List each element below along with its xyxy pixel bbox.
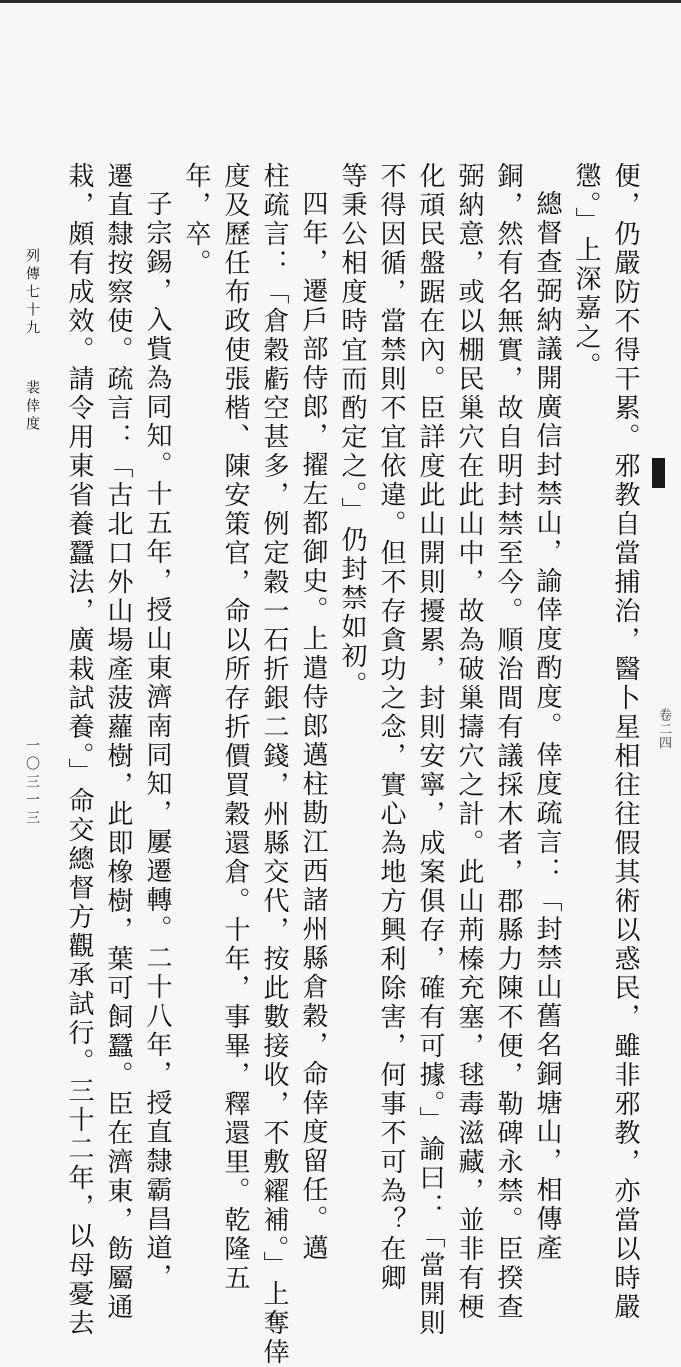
text-column-9: 四年，遷戶部侍郎，擢左都御史。上遣侍郎邁柱勘江西諸州縣倉穀，命倖度留任。邁: [298, 190, 328, 1263]
text-column-5: 弼納意，或以棚民巢穴在此山中，故為破巢擣穴之計。此山荊榛充塞，毬毒滋藏，並非有梗: [454, 162, 484, 1322]
footer-name: 裴倖度: [24, 380, 40, 434]
text-column-13: 子宗錫，入貲為同知。十五年，授山東濟南同知，屢遷轉。二十八年，授直隸霸昌道，: [142, 190, 172, 1292]
text-column-11: 度及歷任布政使張楷、陳安策官，命以所存折價買穀還倉。十年，事畢，釋還里。乾隆五: [220, 162, 250, 1293]
footer-section-title: 列傳七十九: [24, 248, 40, 338]
text-column-2: 懲。」上深嘉之。: [571, 162, 601, 381]
text-column-10: 柱疏言：「倉穀虧空甚多，例定穀一石折銀二錢，州縣交代，按此數接收，不敷糴補。」上奪倖: [259, 162, 289, 1367]
text-column-4: 銅，然有名無實，故自明封禁至今。順治間有議採木者，郡縣力陳不便，勒碑永禁。臣揆查: [493, 162, 523, 1322]
page-number: 一〇三一三: [24, 738, 40, 828]
text-column-15: 栽，頗有成效。請令用東省養蠶法，廣栽試養。」命交總督方觀承試行。三十二年，以母憂去: [64, 162, 94, 1338]
binding-mark: [652, 458, 665, 488]
text-column-14: 遷直隸按察使。疏言：「古北口外山場產菠蘿樹，此即橡樹，葉可飼蠶。臣在濟東，飭屬通: [103, 162, 133, 1322]
text-column-6: 化頑民盤踞在內。臣詳度此山開則擾累，封則安寧，成案俱存，確有可據。」諭曰：「當開則: [415, 162, 445, 1338]
page-top-border: [0, 0, 681, 3]
text-column-1: 便，仍嚴防不得干累。邪教自當捕治，醫卜星相往往假其術以惑民，雖非邪教，亦當以時嚴: [610, 162, 640, 1322]
text-column-12: 年，卒。: [181, 162, 211, 278]
text-column-8: 等秉公相度時宜而酌定之。」仍封禁如初。: [337, 162, 367, 700]
text-column-7: 不得因循，當禁則不宜依違。但不存貪功之念，實心為地方興利除害，何事不可為？在卿: [376, 162, 406, 1293]
margin-note: 卷二四: [656, 708, 671, 750]
text-column-3: 總督查弼納議開廣信封禁山，諭倖度酌度。倖度疏言：「封禁山舊名銅塘山，相傳產: [532, 190, 562, 1263]
